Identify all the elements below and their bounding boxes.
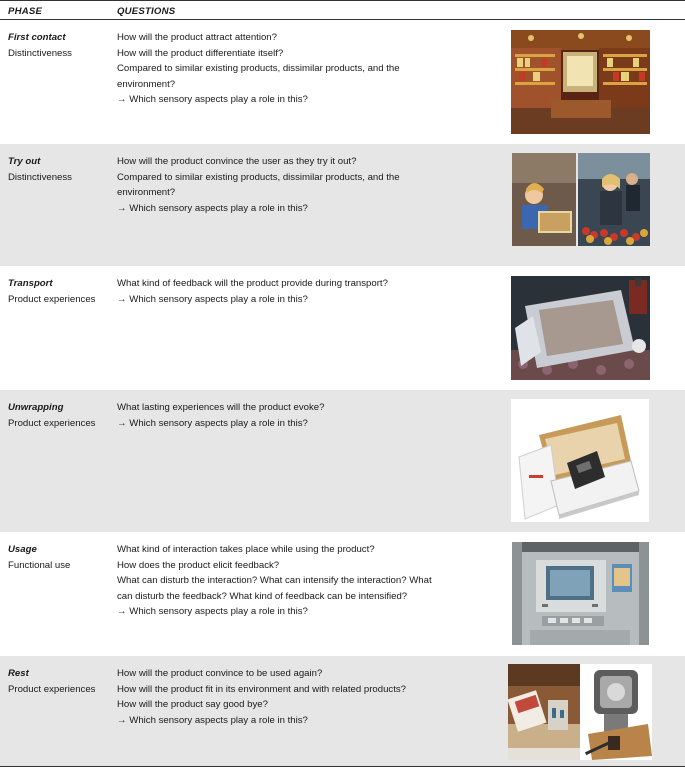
table-row-try-out	[0, 144, 685, 266]
table-bottom-rule	[0, 766, 685, 767]
phase-name: Unwrapping	[8, 402, 64, 413]
question-line: environment?	[117, 78, 176, 90]
question-line: How will the product differentiate itself?	[117, 47, 284, 59]
question-line: What kind of interaction takes place while using the product?	[117, 544, 375, 555]
phase-cell	[8, 400, 108, 431]
question-line: What kind of feedback will the product provide during transport?	[117, 278, 388, 289]
shoppers-trying-products-photo	[512, 153, 650, 246]
phase-cell	[8, 154, 108, 185]
question-line: → Which sensory aspects play a role in this?	[117, 94, 308, 105]
question-line: environment?	[117, 187, 176, 198]
opened-product-box-photo	[511, 399, 649, 522]
atm-machine-photo	[512, 542, 649, 645]
questions-cell	[117, 276, 457, 307]
wrapped-package-photo	[511, 276, 650, 380]
questions-cell	[117, 542, 457, 620]
question-line: → Which sensory aspects play a role in this?	[117, 417, 308, 429]
phase-category: Product experiences	[8, 418, 96, 429]
question-line: → Which sensory aspects play a role in this?	[117, 714, 308, 726]
questions-cell	[117, 154, 457, 216]
phase-cell	[8, 666, 108, 697]
header-questions: QUESTIONS	[117, 6, 176, 17]
phase-cell	[8, 542, 108, 573]
question-line: How does the product elicit feedback?	[117, 559, 280, 571]
phase-category: Distinctiveness	[8, 48, 72, 59]
table-row-transport	[0, 266, 685, 390]
question-line: What lasting experiences will the product evoke?	[117, 402, 325, 413]
phase-category: Distinctiveness	[8, 172, 72, 183]
question-line: How will the product attract attention?	[117, 32, 277, 43]
kitchen-and-coffee-machine-photo	[508, 664, 652, 760]
phase-name: First contact	[8, 32, 66, 43]
question-line: How will the product say good bye?	[117, 699, 268, 710]
table-row-unwrapping	[0, 390, 685, 532]
question-line: How will the product convince the user as they try it out?	[117, 156, 357, 167]
questions-cell	[117, 666, 457, 728]
phase-name: Rest	[8, 668, 29, 679]
question-line: → Which sensory aspects play a role in this?	[117, 606, 308, 617]
phase-cell	[8, 30, 108, 61]
header-phase: PHASE	[8, 6, 43, 17]
question-line: → Which sensory aspects play a role in this?	[117, 293, 308, 305]
table-header	[0, 0, 685, 20]
phase-category: Product experiences	[8, 684, 96, 695]
question-line: Compared to similar existing products, dissimilar products, and the	[117, 171, 400, 183]
question-line: How will the product fit in its environment and with related products?	[117, 683, 407, 695]
question-line: What can disturb the interaction? What can intensify the interaction? What	[117, 575, 432, 586]
question-line: How will the product convince to be used again?	[117, 668, 323, 679]
phase-name: Transport	[8, 278, 53, 289]
question-line: can disturb the feedback? What kind of feedback can be intensified?	[117, 590, 408, 602]
phase-category: Product experiences	[8, 294, 96, 305]
phase-cell	[8, 276, 108, 307]
phase-name: Try out	[8, 156, 41, 167]
table-row-first-contact	[0, 20, 685, 144]
phase-category: Functional use	[8, 560, 71, 571]
table-row-rest	[0, 656, 685, 766]
phase-name: Usage	[8, 544, 37, 555]
questions-cell	[117, 30, 457, 108]
questions-cell	[117, 400, 457, 431]
question-line: → Which sensory aspects play a role in this?	[117, 202, 308, 214]
table-row-usage	[0, 532, 685, 656]
question-line: Compared to similar existing products, dissimilar products, and the	[117, 63, 400, 74]
shop-interior-photo	[511, 30, 650, 134]
